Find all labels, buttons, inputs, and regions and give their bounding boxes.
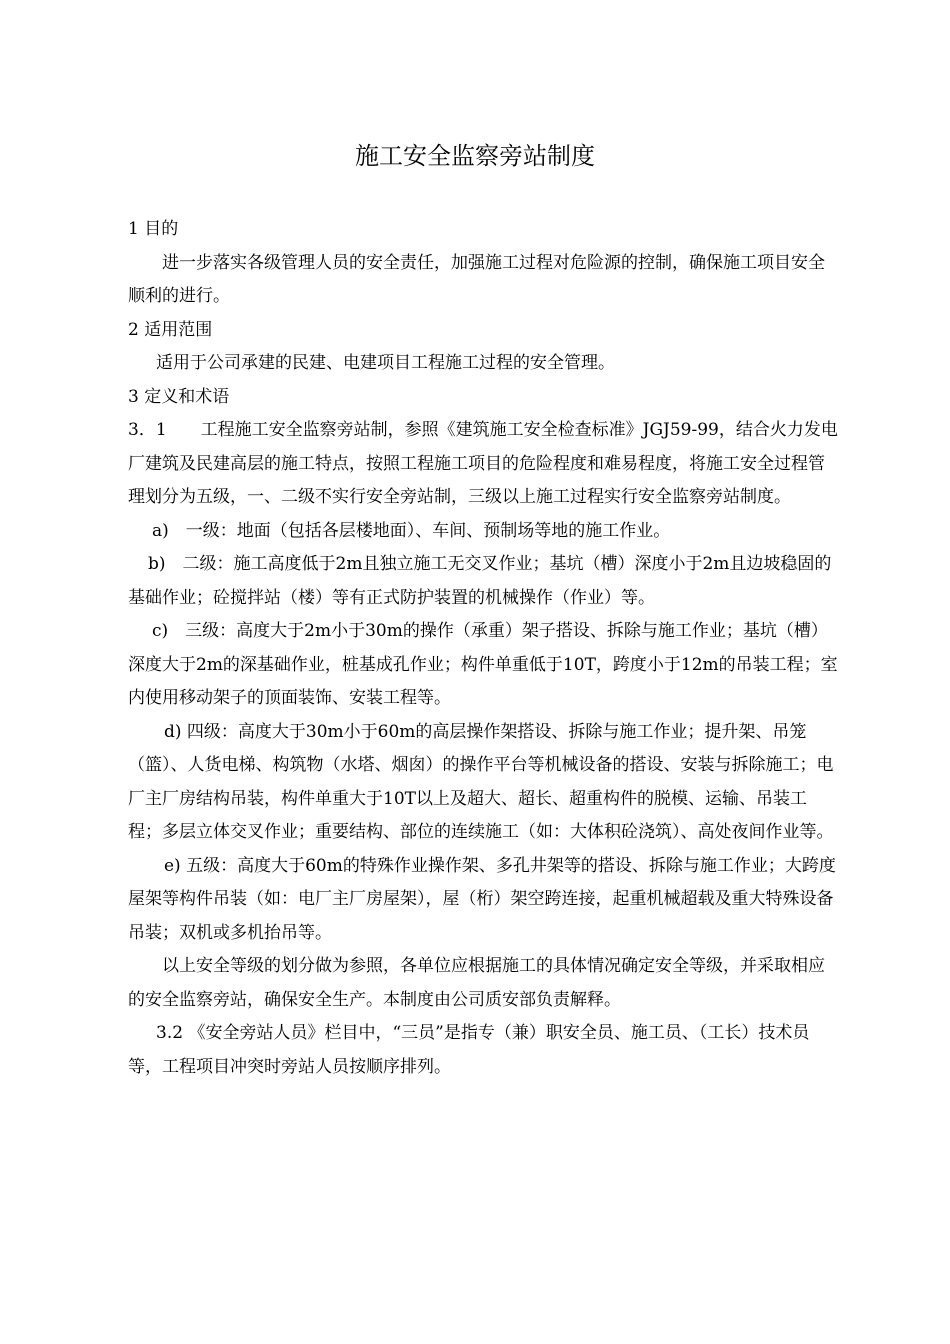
level-b-paragraph: b) 二级：施工高度低于2m且独立施工无交叉作业；基坑（槽）深度小于2m且边坡稳固的基础作业；砼搅拌站（楼）等有正式防护装置的机械操作（作业）等。 <box>128 554 832 608</box>
level-e-paragraph: e) 五级：高度大于60m的特殊作业操作架、多孔井架等的搭设、拆除与施工作业；大跨度屋架等构件吊装（如：电厂主厂房屋架），屋（桁）架空跨连接，起重机械超载及重大特殊设备吊装；双机或多机抬吊等。 <box>128 855 836 943</box>
section-2-heading: 2 适用范围 <box>128 319 213 340</box>
level-d-paragraph: d) 四级：高度大于30m小于60m的高层操作架搭设、拆除与施工作业；提升架、吊笼（篮）、人货电梯、构筑物（水塔、烟囱）的操作平台等机械设备的搭设、安装与拆除施工；电厂主厂房结构吊装，构件单重大于10T以上及超大、超长、超重构件的脱模、运输、吊装工程；多层立体交叉作业；重要结构、部位的连续施工（如：大体积砼浇筑）、高处夜间作业等。 <box>128 721 834 842</box>
level-a-paragraph: a) 一级：地面（包括各层楼地面）、车间、预制场等地的施工作业。 <box>152 520 671 541</box>
clause-3-1-paragraph: 3．1 工程施工安全监察旁站制，参照《建筑施工安全检查标准》JGJ59-99，结合火力发电厂建筑及民建高层的施工特点，按照工程施工项目的危险程度和难易程度，将施工安全过程管理划分为五级，一、二级不实行安全旁站制，三级以上施工过程实行安全监察旁站制度。 <box>128 420 838 507</box>
section-2-paragraph: 适用于公司承建的民建、电建项目工程施工过程的安全管理。 <box>156 353 615 373</box>
section-1-heading: 1 目的 <box>128 219 179 239</box>
document-body <box>128 213 840 1084</box>
grading-note-paragraph: 以上安全等级的划分做为参照，各单位应根据施工的具体情况确定安全等级，并采取相应的安全监察旁站，确保安全生产。本制度由公司质安部负责解释。 <box>128 956 825 1010</box>
section-3-heading: 3 定义和术语 <box>128 386 230 407</box>
level-c-paragraph: c) 三级：高度大于2m小于30m的操作（承重）架子搭设、拆除与施工作业；基坑（槽）深度大于2m的深基础作业，桩基成孔作业；构件单重低于10T，跨度小于12m的吊装工程；室内使用移动架子的顶面装饰、安装工程等。 <box>128 621 838 708</box>
clause-3-2-paragraph: 3.2 《安全旁站人员》栏目中，“三员”是指专（兼）职安全员、施工员、（工长）技术员等，工程项目冲突时旁站人员按顺序排列。 <box>128 1023 810 1077</box>
document-title: 施工安全监察旁站制度 <box>355 142 595 170</box>
section-1-paragraph: 进一步落实各级管理人员的安全责任，加强施工过程对危险源的控制，确保施工项目安全顺利的进行。 <box>128 252 825 306</box>
